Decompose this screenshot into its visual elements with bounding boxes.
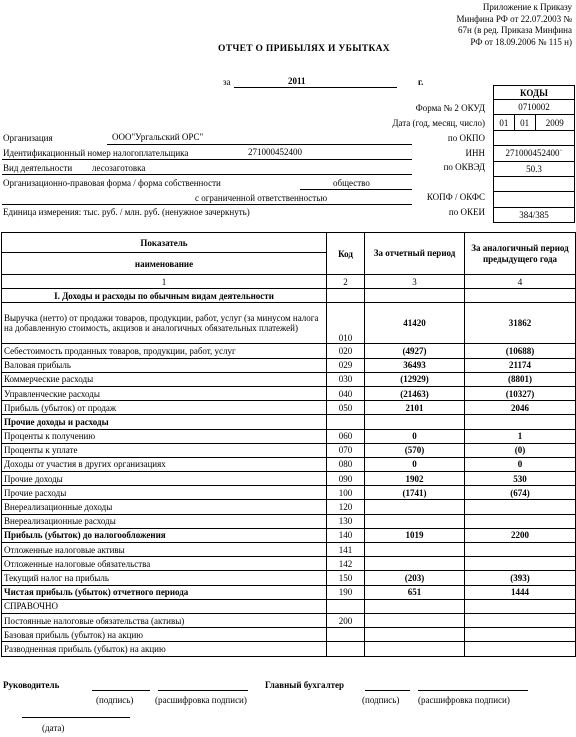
- row-current: [365, 613, 465, 627]
- table-row: [2, 386, 576, 400]
- row-previous: 21174: [465, 358, 576, 372]
- row-current: 41420: [365, 303, 465, 344]
- row-code: 050: [327, 401, 365, 415]
- row-previous: (0): [465, 443, 576, 457]
- report-table: [1, 232, 576, 657]
- row-name: Себестоимость проданных товаров, продукции, работ, услуг: [2, 344, 327, 358]
- row-previous: 0: [465, 457, 576, 471]
- table-row: [2, 486, 576, 500]
- header-num-1: 1: [2, 275, 327, 289]
- inn-code-label: ИНН: [465, 148, 485, 158]
- kopf-label: КОПФ / ОКФС: [426, 192, 485, 202]
- row-previous: 1444: [465, 585, 576, 599]
- row-current: (203): [365, 571, 465, 585]
- row-code: 141: [327, 543, 365, 557]
- row-previous: [465, 415, 576, 429]
- inn-code-value: 271000452400ˈ: [494, 146, 575, 161]
- row-current: [365, 599, 465, 613]
- row-code: 140: [327, 528, 365, 542]
- codes-table: [493, 85, 575, 223]
- row-previous: [465, 289, 576, 303]
- row-previous: (10327): [465, 386, 576, 400]
- row-previous: [465, 599, 576, 613]
- row-name: Проценты к получению: [2, 429, 327, 443]
- period-underline: [234, 87, 397, 88]
- row-name: Валовая прибыль: [2, 358, 327, 372]
- appendix-line-2: Минфина РФ от 22.07.2003 №: [456, 13, 572, 24]
- row-name: Прочие расходы: [2, 486, 327, 500]
- date-note: (дата): [42, 723, 65, 733]
- table-row: [2, 401, 576, 415]
- header-num-3: 3: [365, 275, 465, 289]
- date-day: 2009: [535, 115, 575, 130]
- head-label: Руководитель: [3, 680, 60, 690]
- table-row: [2, 303, 576, 344]
- table-row: [2, 429, 576, 443]
- row-current: 651: [365, 585, 465, 599]
- row-name: СПРАВОЧНО: [2, 599, 327, 613]
- header-name: наименование: [2, 253, 327, 275]
- table-row: [2, 472, 576, 486]
- empty-code-cell: [494, 176, 575, 191]
- row-name: Прочие доходы: [2, 472, 327, 486]
- table-row: [2, 628, 576, 642]
- row-name: Внереализационные расходы: [2, 514, 327, 528]
- table-row: [2, 457, 576, 471]
- row-code: 020: [327, 344, 365, 358]
- row-current: [365, 514, 465, 528]
- okved-label: по ОКВЭД: [443, 162, 485, 172]
- legal-form-value: общество: [333, 178, 370, 188]
- row-name: I. Доходы и расходы по обычным видам деятельности: [2, 289, 327, 303]
- row-current: [365, 289, 465, 303]
- inn-label: Идентификационный номер налогоплательщика: [3, 148, 189, 158]
- row-current: (12929): [365, 372, 465, 386]
- row-code: 070: [327, 443, 365, 457]
- activity-value: лесозаготовка: [92, 163, 146, 173]
- row-previous: 530: [465, 472, 576, 486]
- date-line: [22, 717, 130, 718]
- table-row: [2, 500, 576, 514]
- row-name: Отложенные налоговые обязательства: [2, 557, 327, 571]
- table-row: [2, 372, 576, 386]
- row-code: 060: [327, 429, 365, 443]
- row-code: 200: [327, 613, 365, 627]
- row-current: 1019: [365, 528, 465, 542]
- row-previous: (674): [465, 486, 576, 500]
- table-row: [2, 613, 576, 627]
- row-previous: [465, 514, 576, 528]
- row-code: 080: [327, 457, 365, 471]
- period-year: 2011: [288, 76, 306, 86]
- table-row: [2, 289, 576, 303]
- table-row: [2, 528, 576, 542]
- row-current: 36493: [365, 358, 465, 372]
- table-row: [2, 543, 576, 557]
- row-name: Внереализационные доходы: [2, 500, 327, 514]
- header-num-2: 2: [327, 275, 365, 289]
- row-previous: [465, 557, 576, 571]
- row-name: Текущий налог на прибыль: [2, 571, 327, 585]
- okei-label: по ОКЕИ: [448, 207, 485, 217]
- period-prefix: за: [223, 77, 231, 87]
- row-name: Доходы от участия в других организациях: [2, 457, 327, 471]
- okpo-value: [494, 130, 575, 145]
- report-body: [2, 289, 576, 656]
- row-name: Проценты к уплате: [2, 443, 327, 457]
- report-title: ОТЧЕТ О ПРИБЫЛЯХ И УБЫТКАХ: [218, 44, 390, 54]
- table-row: [2, 585, 576, 599]
- header-current: За отчетный период: [365, 233, 465, 275]
- row-code: 100: [327, 486, 365, 500]
- legal-form-underline-2: [2, 204, 412, 205]
- appendix-note: [457, 2, 572, 48]
- head-decode-line: [158, 690, 248, 691]
- row-current: [365, 642, 465, 656]
- row-name: Прочие доходы и расходы: [2, 415, 327, 429]
- accountant-decode-note: (расшифровка подписи): [418, 695, 510, 705]
- row-name: Постоянные налоговые обязательства (активы): [2, 613, 327, 627]
- row-name: Отложенные налоговые активы: [2, 543, 327, 557]
- row-previous: [465, 500, 576, 514]
- row-current: [365, 557, 465, 571]
- accountant-decode-line: [418, 690, 528, 691]
- row-code: [327, 415, 365, 429]
- form-label: Форма № 2 ОКУД: [415, 103, 485, 113]
- activity-label: Вид деятельности: [3, 163, 73, 173]
- date-year: 01: [494, 115, 515, 130]
- row-previous: (8801): [465, 372, 576, 386]
- row-current: (21463): [365, 386, 465, 400]
- form-code: 0710002: [494, 100, 575, 115]
- row-current: [365, 500, 465, 514]
- row-current: (1741): [365, 486, 465, 500]
- org-label: Организация: [3, 133, 53, 143]
- row-code: [327, 289, 365, 303]
- appendix-line-1: Приложение к Приказу: [482, 2, 572, 12]
- legal-form-label: Организационно-правовая форма / форма собственности: [3, 178, 221, 188]
- date-label: Дата (год, месяц, число): [392, 118, 485, 128]
- row-previous: [465, 628, 576, 642]
- accountant-sign-note: (подпись): [362, 695, 400, 705]
- row-current: 0: [365, 429, 465, 443]
- appendix-line-4: РФ от 18.09.2006 № 115 н): [470, 36, 572, 47]
- header-indicator: Показатель: [2, 233, 327, 253]
- row-current: [365, 415, 465, 429]
- row-previous: (10688): [465, 344, 576, 358]
- table-row: [2, 557, 576, 571]
- row-code: 029: [327, 358, 365, 372]
- row-current: [365, 543, 465, 557]
- row-code: 142: [327, 557, 365, 571]
- units-label: Единица измерения: тыс. руб. / млн. руб. (ненужное зачеркнуть): [3, 207, 250, 217]
- header-num-4: 4: [465, 275, 576, 289]
- row-name: Коммерческие расходы: [2, 372, 327, 386]
- row-code: [327, 628, 365, 642]
- accountant-sign-line: [365, 690, 410, 691]
- row-current: 1902: [365, 472, 465, 486]
- row-code: 010: [327, 303, 365, 344]
- row-previous: (393): [465, 571, 576, 585]
- row-code: [327, 599, 365, 613]
- row-previous: [465, 642, 576, 656]
- okved-value: 50.3: [494, 161, 575, 176]
- row-previous: 31862: [465, 303, 576, 344]
- row-name: Выручка (нетто) от продажи товаров, продукции, работ, услуг (за минусом налога на добавленную стоимость, акцизов и аналогичных обязательных платежей): [2, 303, 327, 344]
- row-name: Прибыль (убыток) до налогообложения: [2, 528, 327, 542]
- org-name: ООО"Ургальский ОРС": [112, 132, 204, 142]
- table-row: [2, 344, 576, 358]
- row-current: [365, 628, 465, 642]
- row-name: Базовая прибыль (убыток) на акцию: [2, 628, 327, 642]
- legal-form-underline: [300, 189, 412, 190]
- row-current: 0: [365, 457, 465, 471]
- legal-form-value-2: с ограниченной ответственностью: [195, 193, 328, 203]
- period-suffix: г.: [418, 77, 424, 87]
- kopf-value: [494, 192, 575, 207]
- row-name: Чистая прибыль (убыток) отчетного периода: [2, 585, 327, 599]
- row-current: 2101: [365, 401, 465, 415]
- table-row: [2, 358, 576, 372]
- row-name: Разводненная прибыль (убыток) на акцию: [2, 642, 327, 656]
- header-previous: За аналогичный период предыдущего года: [465, 233, 576, 275]
- row-code: 150: [327, 571, 365, 585]
- row-code: 130: [327, 514, 365, 528]
- org-underline: [107, 144, 412, 145]
- head-sign-note: (подпись): [96, 695, 134, 705]
- row-code: 040: [327, 386, 365, 400]
- row-code: 190: [327, 585, 365, 599]
- codes-header: КОДЫ: [494, 86, 575, 100]
- table-row: [2, 571, 576, 585]
- row-current: (4927): [365, 344, 465, 358]
- table-row: [2, 514, 576, 528]
- activity-underline: [2, 174, 412, 175]
- okpo-label: по ОКПО: [447, 133, 485, 143]
- table-row: [2, 599, 576, 613]
- row-code: 090: [327, 472, 365, 486]
- row-code: [327, 642, 365, 656]
- row-previous: [465, 613, 576, 627]
- okei-value: 384/385: [494, 207, 575, 222]
- row-previous: 2046: [465, 401, 576, 415]
- row-name: Управленческие расходы: [2, 386, 327, 400]
- header-code: Код: [327, 233, 365, 275]
- inn-underline: [2, 159, 412, 160]
- head-decode-note: (расшифровка подписи): [155, 695, 247, 705]
- table-row: [2, 415, 576, 429]
- row-name: Прибыль (убыток) от продаж: [2, 401, 327, 415]
- row-previous: [465, 543, 576, 557]
- date-month: 01: [514, 115, 535, 130]
- row-code: 030: [327, 372, 365, 386]
- appendix-line-3: 67н (в ред. Приказа Минфина: [458, 25, 572, 35]
- row-previous: 2200: [465, 528, 576, 542]
- head-sign-line: [92, 690, 150, 691]
- row-current: (570): [365, 443, 465, 457]
- table-row: [2, 443, 576, 457]
- table-row: [2, 642, 576, 656]
- row-code: 120: [327, 500, 365, 514]
- accountant-label: Главный бухгалтер: [265, 680, 345, 690]
- inn-value: 271000452400: [248, 147, 302, 157]
- row-previous: 1: [465, 429, 576, 443]
